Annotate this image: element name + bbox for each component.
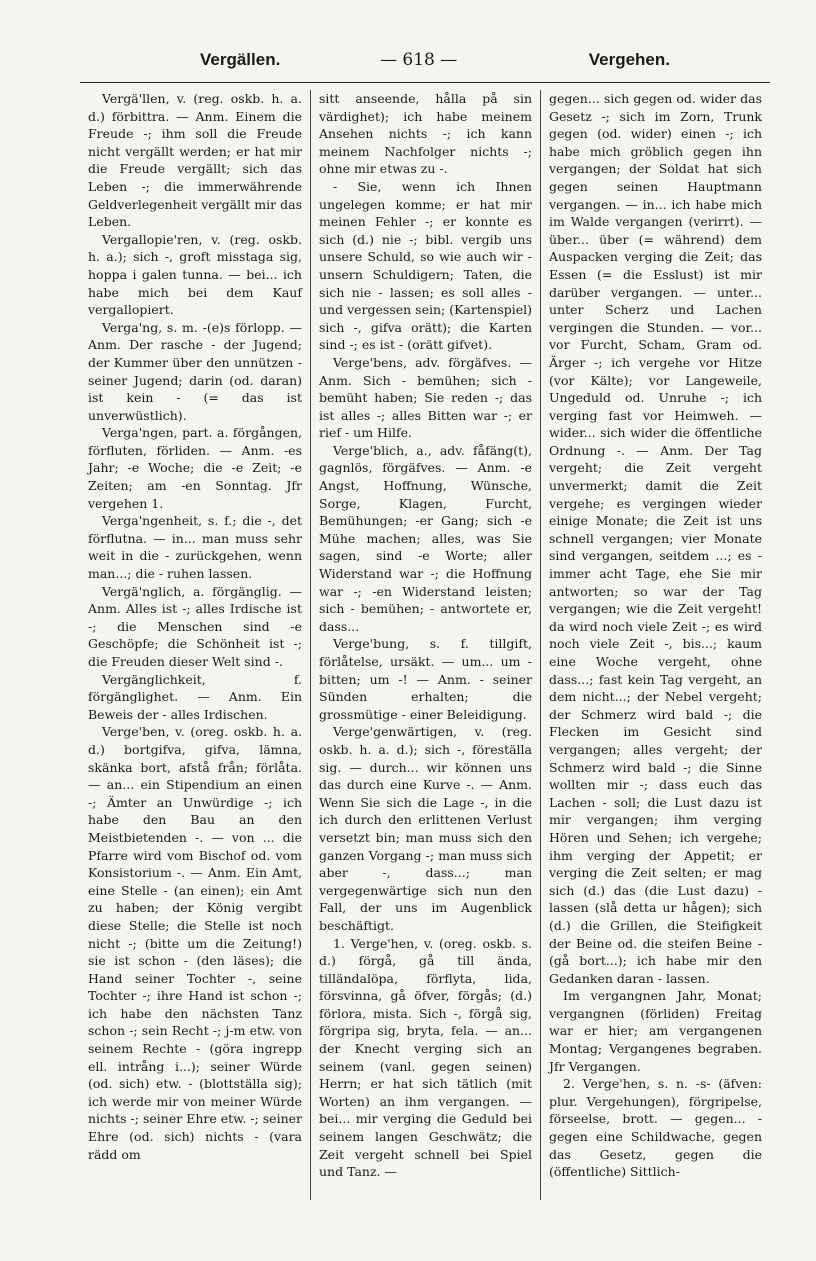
entry: 1. Verge'hen, v. (oreg. oskb. s. d.) förgå, gå till ända, tilländalöpa, förflyta, lida, försvinna, gå öfver, förgås; (d.) förlora, mista. Sich -, förgå sig, förgripa sig, bryta, fela. — an... der Knecht verging sich an seinem (vanl. gegen seinen) Herrn; er hat sich tätlich (mit Worten) an ihm vergangen. — bei... mir verging die Geduld bei seinem langen Geschwätz; die Zeit vergeht schnell bei Spiel und Tanz. —: [319, 935, 532, 1180]
entry: Verge'bens, adv. förgäfves. — Anm. Sich - bemühen; sich - bemüht haben; Sie reden -; das ist alles -; alles Bitten war -; er rief - um Hilfe.: [319, 354, 532, 441]
text-columns: [80, 90, 770, 1200]
entry: - Sie, wenn ich Ihnen ungelegen komme; er hat mir meinen Fehler -; er konnte es sich (d.) nie -; bibl. vergib uns unsere Schuld, so wie auch wir - unsern Schuldigern; Taten, die sich nie - lassen; es soll alles - und vergessen sein; (Kartenspiel) sich -, gifva orätt); die Karten sind -; es ist - (orätt gifvet).: [319, 178, 533, 353]
entry: Vergänglichkeit, f. förgänglighet. — Anm. Ein Beweis der - alles Irdischen.: [88, 671, 302, 722]
entry: Vergallopie'ren, v. (reg. oskb. h. a.); sich -, groft misstaga sig, hoppa i galen tunna. — bei... ich habe mich bei dem Kauf vergallopiert.: [88, 231, 302, 318]
entry: Vergä'llen, v. (reg. oskb. h. a. d.) förbittra. — Anm. Einem die Freude -; ihm soll die Freude nicht vergällt werden; er hat mir die Freude vergällt; sich das Leben -; die immerwährende Geldverlegenheit vergällt mir das Leben.: [88, 91, 302, 230]
header-rule: [80, 82, 770, 83]
page-header: [200, 50, 670, 80]
entry: Verga'ngen, part. a. förgången, förfluten, förliden. — Anm. -es Jahr; -e Woche; die -e Zeit; -e Zeiten; am -en Sonntag. Jfr vergehen 1.: [88, 425, 302, 511]
entry: Verga'ngenheit, s. f.; die -, det förflutna. — in... man muss sehr weit in die - zurückgehen, wenn man...; die - ruhen lassen.: [88, 513, 302, 582]
header-left-word: Vergällen.: [200, 50, 281, 69]
entry: Verge'blich, a., adv. fåfäng(t), gagnlös, förgäfves. — Anm. -e Angst, Hoffnung, Wünsche, Sorge, Klagen, Furcht, Bemühungen; -er Gang; sich -e Mühe machen; alles, was Sie sagen, sind -e Worte; aller Widerstand war -; die Hoffnung war -; -en Widerstand leisten; sich - bemühen; - antwortete er, dass...: [319, 442, 532, 634]
entry: Verge'genwärtigen, v. (reg. oskb. h. a. d.); sich -, föreställa sig. — durch... wir können uns das durch eine Kurve -. — Anm. Wenn Sie sich die Lage -, in die ich durch den erlittenen Verlust versetzt bin; man muss sich den ganzen Vorgang -; man muss sich aber -, dass...; man vergegenwärtige sich nun den Fall, der uns im Augenblick beschäftigt.: [319, 724, 532, 933]
entry: gegen... sich gegen od. wider das Gesetz -; sich im Zorn, Trunk gegen (od. wider) einen -; ich habe mich gröblich gegen ihn vergangen; der Soldat hat sich gegen seinen Hauptmann vergangen. — in... ich habe mich im Walde vergangen (verirrt). — über... über (= während) dem Auspacken verging die Zeit; das Essen (= die Esslust) ist mir darüber vergangen. — unter... unter Scherz und Lachen vergingen die Stunden. — vor... vor Furcht, Scham, Gram od. Ärger -; ich vergehe vor Hitze (vor Kälte); vor Langeweile, Ungeduld od. Unruhe -; ich verging fast vor Heimweh. — wider... sich wider die öffentliche Ordnung -. — Anm. Der Tag vergeht; die Zeit vergeht unvermerkt; damit die Zeit vergehe; es vergingen wieder einige Monate; die Zeit ist uns schnell vergangen; vier Monate sind vergangen, seitdem ...; es - immer acht Tage, ehe Sie mir antworten; so war der Tag vergangen; wie die Zeit vergeht! da wird noch viele Zeit -; es wird noch viele Zeit -, bis...; kaum eine Woche vergeht, ohne dass...; fast kein Tag vergeht, an dem nicht...; der Nebel vergeht; der Schmerz wird bald -; die Flecken im Gesicht sind vergangen; alles vergeht; der Schmerz wird bald -; die Sinne wollten mir -; dass euch das Lachen - soll; die Lust dazu ist mir vergangen; ihm verging Hören und Sehen; ich vergehe; ihm verging der Appetit; er verging die Zeit selten; er mag sich (d.) das (die Lust dazu) - lassen (slå detta ur hågen); sich (d.) die Grillen, die Steifigkeit der Beine od. die steifen Beine - (gå bort...); ich habe mir den Gedanken daran - lassen.: [549, 91, 762, 986]
column-3: [540, 90, 770, 1200]
page-number: — 618 —: [380, 50, 458, 70]
entry: Verga'ng, s. m. -(e)s förlopp. — Anm. Der rasche - der Jugend; der Kummer über den unnützen - seiner Jugend; darin (od. daran) ist kein - (= das ist unverwüstlich).: [88, 319, 302, 423]
entry: 2. Verge'hen, s. n. -s- (äfven: plur. Vergehungen), förgripelse, förseelse, brott. — gegen... - gegen eine Schildwache, gegen das Gesetz, gegen die (öffentliche) Sittlich-: [549, 1076, 762, 1180]
column-2: [310, 90, 540, 1200]
entry: Verge'bung, s. f. tillgift, förlåtelse, ursäkt. — um... um - bitten; um -! — Anm. - seiner Sünden erhalten; die grossmütige - einer Beleidigung.: [319, 636, 532, 722]
entry: sitt anseende, hålla på sin värdighet); ich habe meinem Ansehen nichts -; ich kann meinem Nachfolger nichts -; ohne mir etwas zu -.: [319, 91, 532, 177]
entry: Im vergangnen Jahr, Monat; vergangnen (förliden) Freitag war er hier; am vergangenen Montag; Vergangenes begraben. Jfr Vergangen.: [549, 988, 762, 1074]
entry: Verge'ben, v. (oreg. oskb. h. a. d.) bortgifva, gifva, lämna, skänka bort, afstå från; förlåta. — an... ein Stipendium an einen -; Ämter an Unwürdige -; ich habe den Bau an den Meistbietenden -. — von ... die Pfarre wird vom Bischof od. vom Konsistorium -. — Anm. Ein Amt, eine Stelle - (an einen); ein Amt zu haben; der König vergibt diese Stelle; die Stelle ist noch nicht -; (bitte um die Zeitung!) sie ist schon - (den läses); die Hand seiner Tochter -, seine Tochter -; ihre Hand ist schon -; ich habe den nächsten Tanz schon -; sein Recht -; j-m etw. von seinem Rechte - (göra ingrepp ell. intrång i...); seiner Würde (od. sich) etw. - (blottställa sig); ich werde mir von meiner Würde nichts -; seiner Ehre etw. -; seiner Ehre (od. sich) nichts - (vara rädd om: [88, 724, 302, 1162]
header-right-word: Vergehen.: [588, 50, 670, 69]
entry: Vergä'nglich, a. förgänglig. — Anm. Alles ist -; alles Irdische ist -; die Menschen sind -e Geschöpfe; die Schönheit ist -; die Freuden dieser Welt sind -.: [88, 583, 302, 669]
column-1: [80, 90, 310, 1200]
